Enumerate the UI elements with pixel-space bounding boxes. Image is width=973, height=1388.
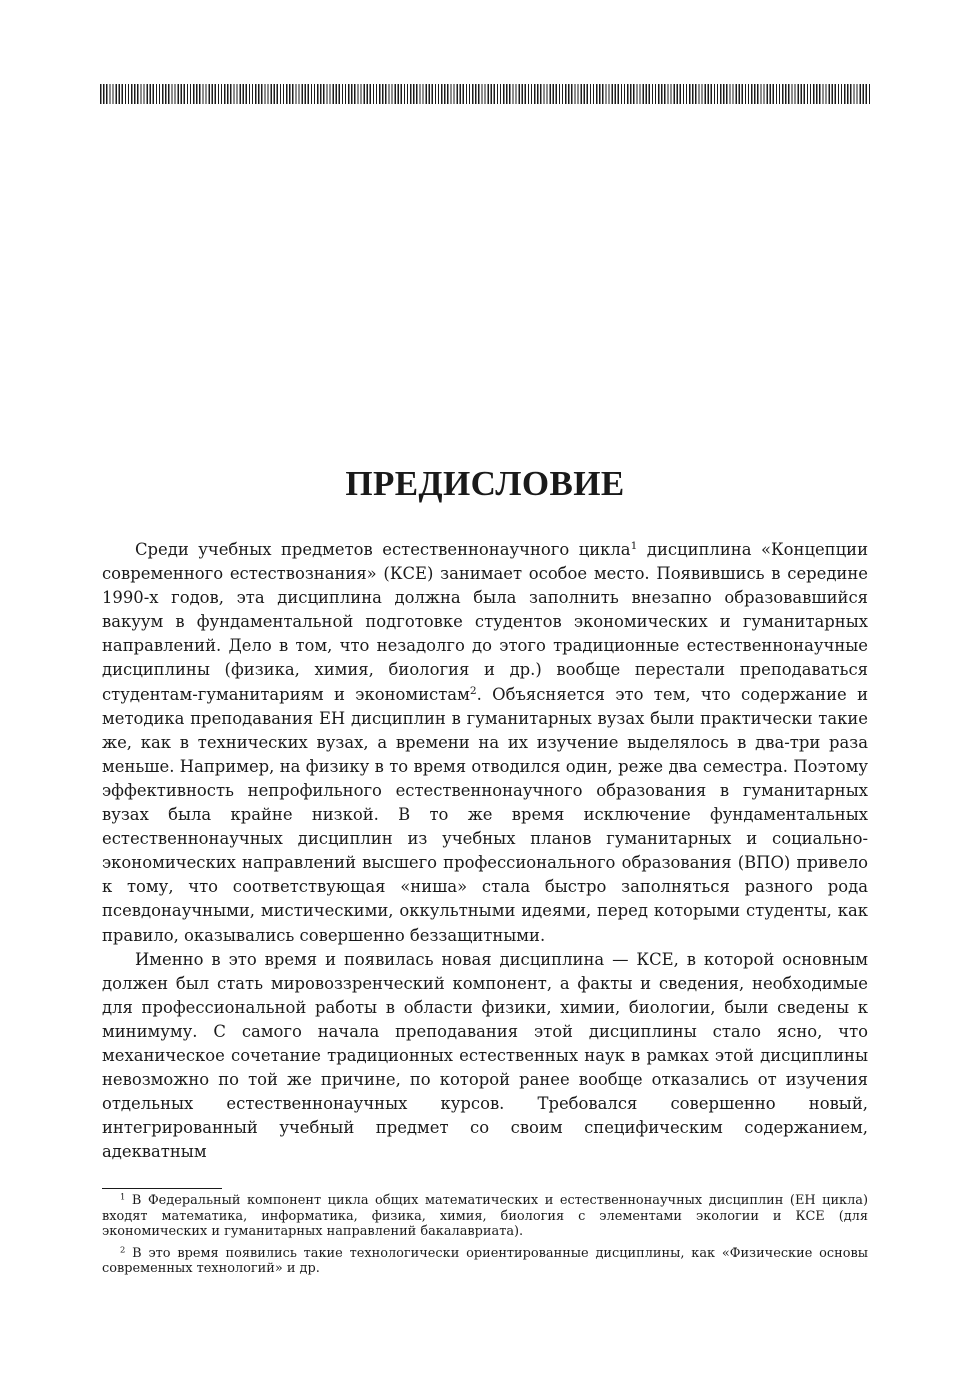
footnote-1 (102, 1193, 868, 1240)
body-text (102, 538, 868, 1164)
decorative-header-rule (100, 84, 870, 104)
page-title: ПРЕДИСЛОВИЕ (345, 464, 625, 503)
footnotes (102, 1193, 868, 1283)
paragraph-1-text-c: . Объясняется это тем, что содержание и методика преподавания ЕН дисциплин в гуманитарных вузах были практически такие же, как в технических вузах, а времени на их изучение выделялось в два-три раза меньше. Например, на физику в то время отводился один, реже два семестра. Поэтому эффективность непрофильного естественнонаучного образования в гуманитарных вузах была крайне низкой. В то же время исключение фундаментальных естественнонаучных дисциплин из учебных планов гуманитарных и социально-экономических направлений высшего профессионального образования (ВПО) привело к тому, что соответствующая «ниша» стала быстро заполняться разного рода псевдонаучными, мистическими, оккультными идеями, перед которыми студенты, как правило, оказывались совершенно беззащитными. (102, 684, 869, 945)
footnote-1-text: В Федеральный компонент цикла общих математических и естественнонаучных дисциплин (ЕН цикла) входят математика, информатика, физика, химия, биология с элементами экологии и КСЕ (для экономических и гуманитарных направлений бакалавриата). (102, 1193, 868, 1240)
paragraph-2: Именно в это время и появилась новая дисциплина — КСЕ, в которой основным должен был стать мировоззренческий компонент, а факты и сведения, необходимые для профессиональной работы в области физики, химии, биологии, были сведены к минимуму. С самого начала преподавания этой дисциплины стало ясно, что механическое сочетание традиционных естественных наук в рамках этой дисциплины невозможно по той же причине, по которой ранее вообще отказались от изучения отдельных естественнонаучных курсов. Требовался совершенно новый, интегрированный учебный предмет со своим специфическим содержанием, адекватным (102, 949, 868, 1162)
footnote-ref-2[interactable]: 2 (469, 683, 477, 697)
footnote-ref-1[interactable]: 1 (630, 539, 638, 553)
footnote-divider (102, 1188, 222, 1189)
paragraph-1-text-b: дисциплина «Концепции современного естествознания» (КСЕ) занимает особое место. Появившись в середине 1990-х годов, эта дисциплина должна была заполнить внезапно образовавшийся вакуум в фундаментальной подготовке студентов экономических и гуманитарных направлений. Дело в том, что незадолго до этого традиционные естественнонаучные дисциплины (физика, химия, биология и др.) вообще перестали преподаваться студентам-гуманитариям и экономистам (102, 540, 868, 704)
footnote-2-text: В это время появились такие технологически ориентированные дисциплины, как «Физические основы современных технологий» и др. (102, 1245, 868, 1277)
paragraph-1 (102, 538, 868, 948)
paragraph-1-text-a: Среди учебных предметов естественнонаучного цикла (135, 540, 631, 559)
footnote-2 (102, 1246, 868, 1277)
footnote-mark-1: 1 (120, 1191, 126, 1202)
footnote-mark-2: 2 (120, 1244, 126, 1255)
